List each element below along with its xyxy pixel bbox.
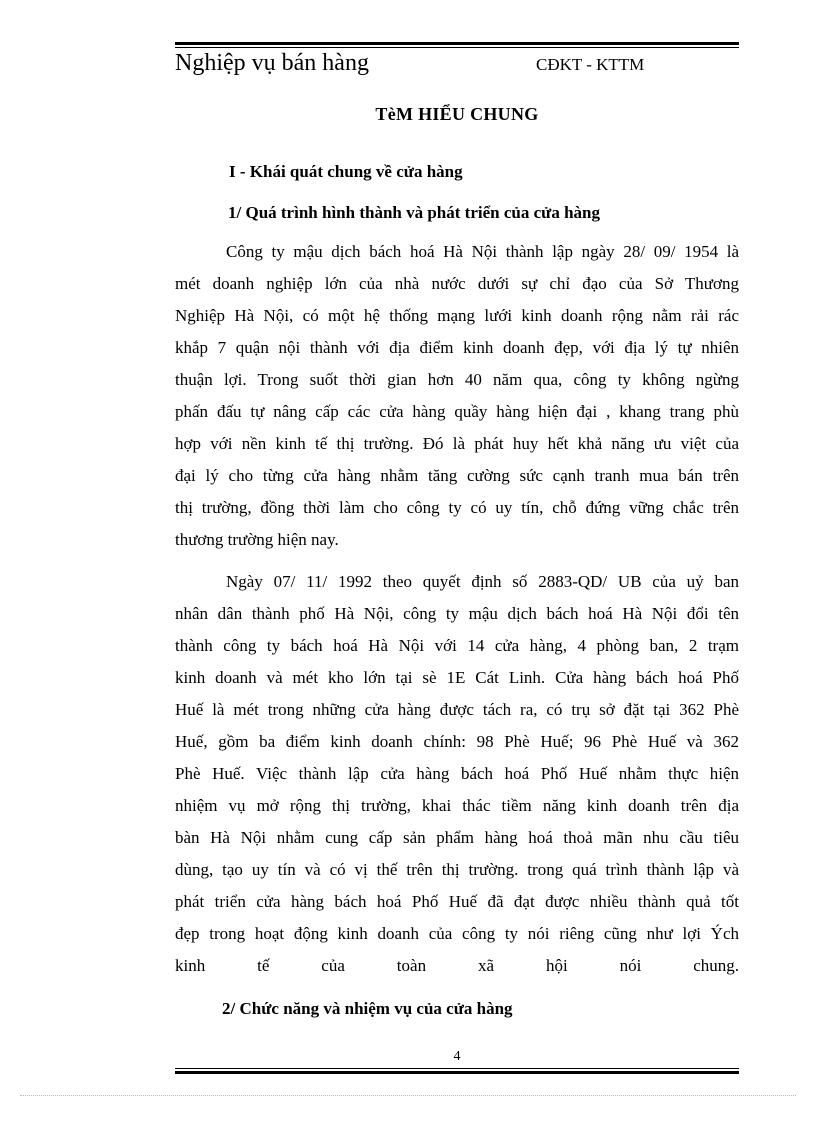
page-boundary-line xyxy=(20,1095,796,1096)
paragraph-line: phấn đấu tự nâng cấp các cửa hàng quầy hàng hiện đại , khang trang phù xyxy=(175,402,739,421)
paragraph-line: nhân dân thành phố Hà Nội, công ty mậu dịch bách hoá Hà Nội đổi tên xyxy=(175,604,739,623)
paragraph-line: mét doanh nghiệp lớn của nhà nước dưới sự chỉ đạo của Sở Thương xyxy=(175,274,739,293)
subsection-heading-2: 2/ Chức năng và nhiệm vụ của cửa hàng xyxy=(222,999,513,1018)
paragraph-line: phát triển cửa hàng bách hoá Phố Huế đã đạt được nhiều thành quả tốt xyxy=(175,892,739,911)
paragraph-line: hợp với nền kinh tế thị trường. Đó là phát huy hết khả năng ưu việt của xyxy=(175,434,739,453)
paragraph-line: Ngày 07/ 11/ 1992 theo quyết định số 2883-QD/ UB của uỷ ban xyxy=(226,572,739,591)
paragraph-line: Huế, gồm ba điểm kinh doanh chính: 98 Phè Huế; 96 Phè Huế và 362 xyxy=(175,732,739,751)
paragraph-line: Nghiệp Hà Nội, có một hệ thống mạng lưới kinh doanh rộng nằm rải rác xyxy=(175,306,739,325)
paragraph-line: Phè Huế. Việc thành lập cửa hàng bách hoá Phố Huế nhằm thực hiện xyxy=(175,764,739,783)
footer-rule-thick xyxy=(175,1071,739,1074)
paragraph-line: khắp 7 quận nội thành với địa điểm kinh doanh đẹp, với địa lý tự nhiên xyxy=(175,338,739,357)
paragraph-line: nhiệm vụ mở rộng thị trường, khai thác tiềm năng kinh doanh trên địa xyxy=(175,796,739,815)
header-rule-thin xyxy=(175,47,739,48)
paragraph-line: đẹp trong hoạt động kinh doanh của công ty nói riêng cũng như lợi Ých xyxy=(175,924,739,943)
paragraph-line: kinh doanh và mét kho lớn tại sè 1E Cát Linh. Cửa hàng bách hoá Phố xyxy=(175,668,739,687)
page-number: 4 xyxy=(453,1049,461,1064)
paragraph-founding xyxy=(175,566,739,982)
paragraph-line: thành công ty bách hoá Hà Nội với 14 cửa hàng, 4 phòng ban, 2 trạm xyxy=(175,636,739,655)
header-rule-thick xyxy=(175,42,739,45)
paragraph-line: thương trường hiện nay. xyxy=(175,530,339,549)
paragraph-line: đại lý cho từng cửa hàng nhằm tăng cường sức cạnh tranh mua bán trên xyxy=(175,466,739,485)
footer-rule-thin xyxy=(175,1068,739,1069)
paragraph-line: Huế là mét trong những cửa hàng được tách ra, có trụ sở đặt tại 362 Phè xyxy=(175,700,739,719)
paragraph-line: kinh tế của toàn xã hội nói chung. xyxy=(175,956,739,975)
paragraph-line: bàn Hà Nội nhằm cung cấp sản phẩm hàng hoá thoả mãn nhu cầu tiêu xyxy=(175,828,739,847)
paragraph-line: thuận lợi. Trong suốt thời gian hơn 40 năm qua, công ty không ngừng xyxy=(175,370,739,389)
header-department-code: CĐKT - KTTM xyxy=(536,55,645,74)
paragraph-line: thị trường, đồng thời làm cho công ty có uy tín, chỗ đứng vững chắc trên xyxy=(175,498,739,517)
subsection-heading-1: 1/ Quá trình hình thành và phát triển của cửa hàng xyxy=(228,203,601,222)
section-heading-1: I - Khái quát chung về cửa hàng xyxy=(229,162,463,181)
paragraph-history xyxy=(175,236,739,556)
paragraph-line: dùng, tạo uy tín và có vị thế trên thị trường. trong quá trình thành lập và xyxy=(175,860,739,879)
header-subject-title: Nghiệp vụ bán hàng xyxy=(175,50,369,76)
paragraph-line: Công ty mậu dịch bách hoá Hà Nội thành lập ngày 28/ 09/ 1954 là xyxy=(226,242,739,261)
page-title: TèM HIỂU CHUNG xyxy=(375,104,539,124)
